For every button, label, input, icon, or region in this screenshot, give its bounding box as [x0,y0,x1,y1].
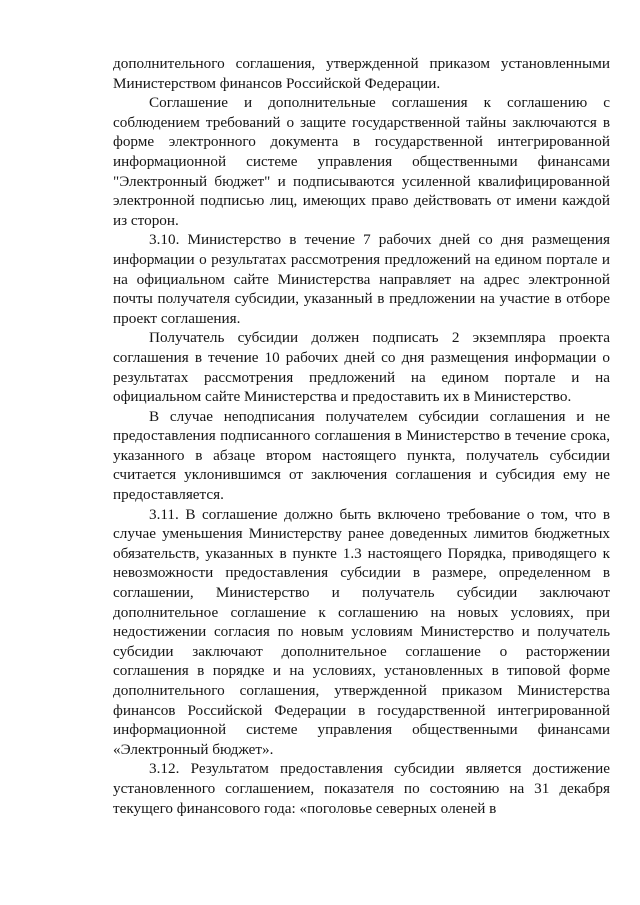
paragraph-3-10: 3.10. Министерство в течение 7 рабочих дней со дня размещения информации о результатах рассмотрения предложений на едином портале и на официальном сайте Министерства направляет на адрес электронной почты получателя субсидии, указанный в предложении на участие в отборе проект соглашения. [113,231,610,327]
paragraph-non-signing: В случае неподписания получателем субсидии соглашения и не предоставления подписанного соглашения в Министерство в течение срока, указанного в абзаце втором настоящего пункта, получатель субсидии считается уклонившимся от заключения соглашения и субсидия ему не предоставляется. [113,407,610,504]
paragraph-3-12: 3.12. Результатом предоставления субсидии является достижение установленного соглашением, показателя по состоянию на 31 декабря текущего финансового года: «поголовье северных оленей в [113,760,610,817]
paragraph-recipient-signing: Получатель субсидии должен подписать 2 экземпляра проекта соглашения в течение 10 рабочих дней со дня размещения информации о результатах рассмотрения предложений на едином портале и на официальном сайте Министерства и предоставить их в Министерство. [113,329,610,406]
paragraph-3-11: 3.11. В соглашение должно быть включено требование о том, что в случае уменьшения Министерству ранее доведенных лимитов бюджетных обязательств, указанных в пункте 1.3 настоящего Порядка, приводящего к невозможности предоставления субсидии в размере, определенном в соглашении, Министерство и получатель субсидии заключают дополнительное соглашение к соглашению на новых условиях, при недостижении согласия по новым условиям Министерство и получатель субсидии заключают дополнительное соглашение о расторжении соглашения в порядке и на условиях, установленных в типовой форме дополнительного соглашения, утвержденной приказом Министерства финансов Российской Федерации в государственной интегрированной информационной системе управления общественными финансами «Электронный бюджет». [113,505,610,758]
paragraph-signing-form: Соглашение и дополнительные соглашения к соглашению с соблюдением требований о защите государственной тайны заключаются в форме электронного документа в государственной интегрированной информационной системе управления общественными финансами "Электронный бюджет" и подписываются усиленной квалифицированной электронной подписью лиц, имеющих право действовать от имени каждой из сторон. [113,94,610,229]
document-body [113,54,610,818]
paragraph-continuation: дополнительного соглашения, утвержденной приказом установленными Министерством финансов Российской Федерации. [113,55,610,92]
